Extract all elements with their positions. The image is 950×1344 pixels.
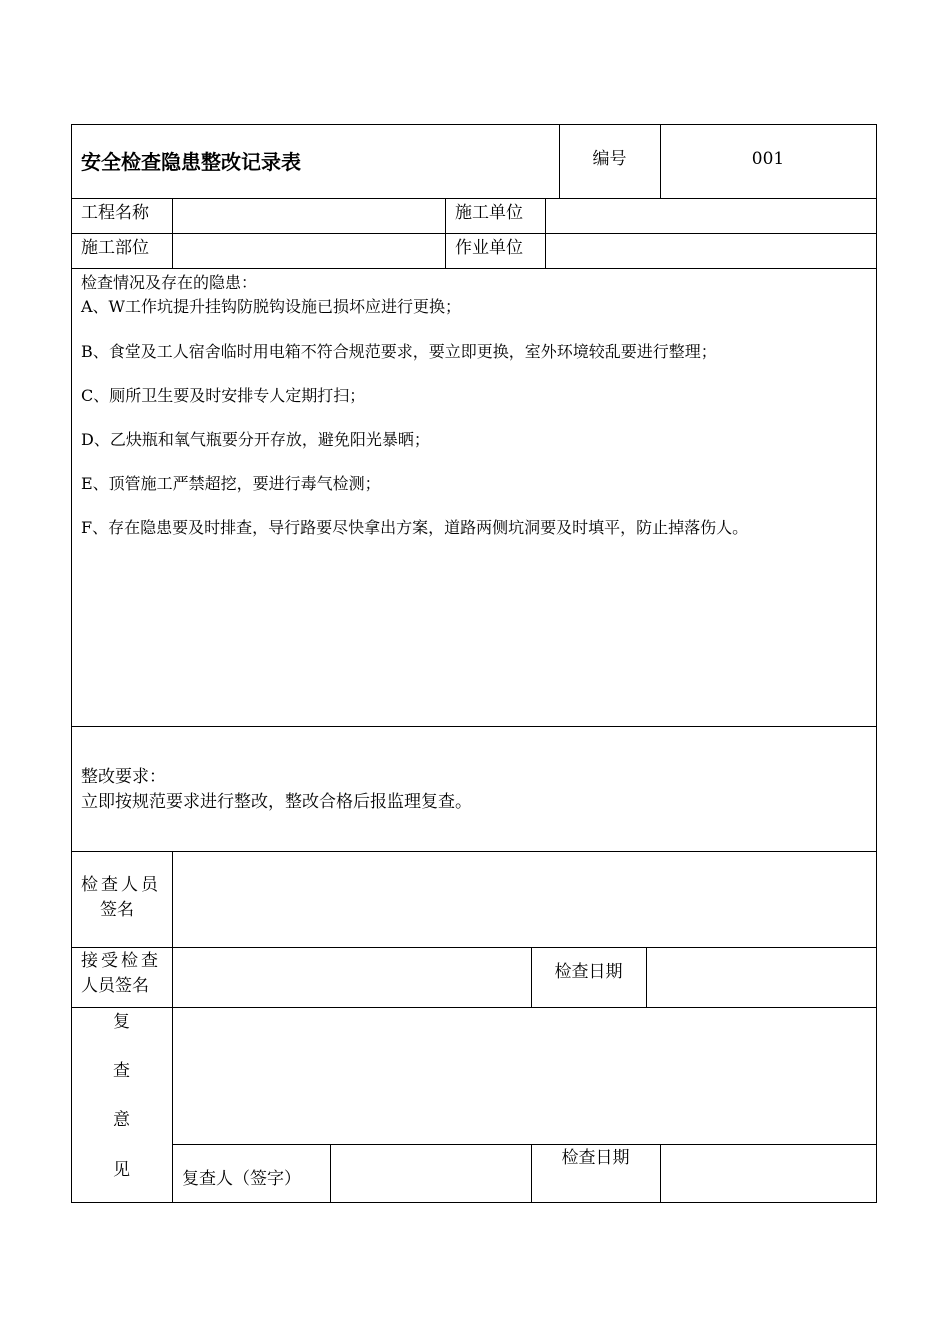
operation-unit-label: 作业单位 xyxy=(455,238,523,258)
border-v-r9c xyxy=(660,1144,661,1203)
inspection-item: B、食堂及工人宿舍临时用电箱不符合规范要求，要立即更换，室外环境较乱要进行整理； xyxy=(81,342,717,361)
construction-site-label: 施工部位 xyxy=(81,238,149,258)
review-label-char: 见 xyxy=(113,1160,130,1180)
reviewer-signature-field[interactable] xyxy=(340,1150,525,1196)
border-row1 xyxy=(71,198,877,199)
inspector-label-line2: 签名 xyxy=(100,900,134,920)
border-v-r7b xyxy=(646,947,647,1008)
border-row5 xyxy=(71,851,877,852)
number-label: 编号 xyxy=(592,149,627,169)
border-v-r9a xyxy=(330,1144,331,1203)
review-label-char: 复 xyxy=(113,1012,130,1032)
check-date-field[interactable] xyxy=(656,955,870,1001)
reviewer-label: 复查人（签字） xyxy=(182,1169,301,1189)
border-v-r2a xyxy=(172,198,173,269)
review-date-label: 检查日期 xyxy=(561,1148,630,1168)
border-row8 xyxy=(172,1144,877,1145)
border-left xyxy=(71,124,72,1203)
border-v-sig-label xyxy=(172,851,173,1203)
number-value: 001 xyxy=(751,149,785,169)
border-v-r2c xyxy=(545,198,546,269)
form-title: 安全检查隐患整改记录表 xyxy=(81,150,301,174)
receiver-signature-field[interactable] xyxy=(182,955,522,1001)
review-label-char: 查 xyxy=(113,1061,130,1081)
border-top xyxy=(71,124,877,125)
rectification-heading: 整改要求： xyxy=(81,767,166,787)
project-name-label: 工程名称 xyxy=(81,203,149,223)
inspection-item: E、顶管施工严禁超挖，要进行毒气检测； xyxy=(81,474,381,493)
inspection-heading: 检查情况及存在的隐患： xyxy=(81,273,258,292)
inspection-item: A、W工作坑提升挂钩防脱钩设施已损坏应进行更换； xyxy=(81,297,462,316)
receiver-label: 接受检查 xyxy=(81,951,161,971)
inspector-label: 检查人员 xyxy=(81,875,161,895)
border-row4 xyxy=(71,726,877,727)
check-date-label: 检查日期 xyxy=(554,962,623,982)
review-opinion-field[interactable] xyxy=(182,1015,870,1135)
border-bottom xyxy=(71,1202,877,1203)
rectification-content: 立即按规范要求进行整改，整改合格后报监理复查。 xyxy=(81,792,472,812)
border-v-r2b xyxy=(445,198,446,269)
inspection-item: F、存在隐患要及时排查，导行路要尽快拿出方案，道路两侧坑洞要及时填平，防止掉落伤人。 xyxy=(81,518,749,537)
receiver-label-line2: 人员签名 xyxy=(81,976,149,996)
inspection-item: C、厕所卫生要及时安排专人定期打扫； xyxy=(81,386,366,405)
review-date-field[interactable] xyxy=(670,1150,870,1196)
border-row2 xyxy=(71,233,877,234)
border-row6 xyxy=(71,947,877,948)
inspector-signature-field[interactable] xyxy=(182,860,870,940)
review-label-char: 意 xyxy=(113,1110,130,1130)
inspection-item: D、乙炔瓶和氧气瓶要分开存放，避免阳光暴晒； xyxy=(81,430,430,449)
border-row3 xyxy=(71,268,877,269)
border-row7 xyxy=(71,1007,877,1008)
border-right xyxy=(876,124,877,1203)
construction-unit-label: 施工单位 xyxy=(455,203,523,223)
